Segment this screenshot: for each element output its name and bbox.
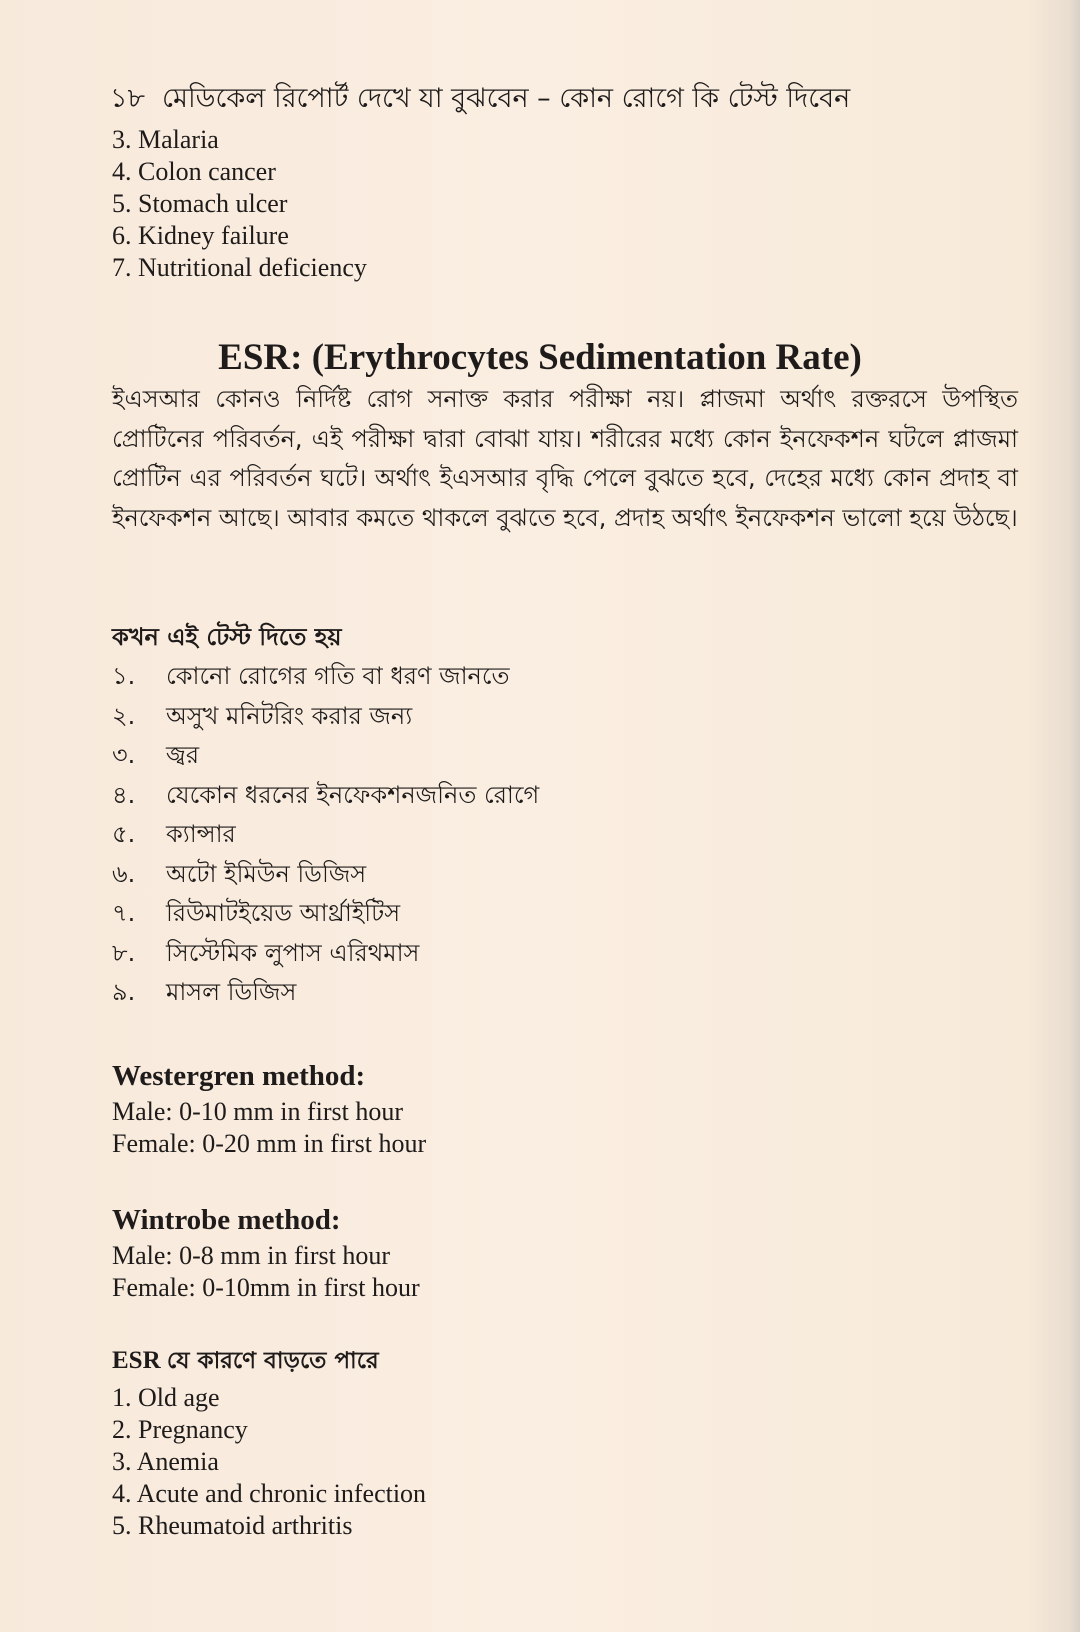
list-item: ২. অসুখ মনিটরিং করার জন্য: [112, 701, 413, 730]
list-item: 2. Pregnancy: [112, 1415, 248, 1444]
list-item: 5. Rheumatoid arthritis: [112, 1511, 353, 1540]
list-item: 1. Old age: [112, 1383, 220, 1412]
list-item: ১. কোনো রোগের গতি বা ধরণ জানতে: [112, 662, 510, 690]
list-item: ৯. মাসল ডিজিস: [112, 978, 297, 1006]
list-item: ৩. জ্বর: [112, 741, 200, 769]
wintrobe-female-range: Female: 0-10mm in first hour: [112, 1273, 420, 1302]
when-to-test-list: [112, 657, 539, 1013]
list-item: ৬. অটো ইমিউন ডিজিস: [112, 859, 367, 888]
page-number: ১৮: [110, 83, 146, 114]
when-to-test-heading: কখন এই টেস্ট দিতে হয়: [112, 623, 342, 651]
wintrobe-male-range: Male: 0-8 mm in first hour: [112, 1241, 391, 1270]
westergren-male-range: Male: 0-10 mm in first hour: [112, 1097, 404, 1126]
list-item: 6. Kidney failure: [112, 221, 289, 250]
list-item: ৮. সিস্টেমিক লুপাস এরিথমাস: [112, 938, 420, 967]
esr-description-paragraph: ইএসআর কোনও নির্দিষ্ট রোগ সনাক্ত করার পরীক্ষা নয়। প্লাজমা অর্থাৎ রক্তরসে উপস্থিত প্রোটিনের পরিবর্তন, এই পরীক্ষা দ্বারা বোঝা যায়। শরীরের মধ্যে কোন ইনফেকশন ঘটলে প্লাজমা প্রোটিন এর পরিবর্তন ঘটে। অর্থাৎ ইএসআর বৃদ্ধি পেলে বুঝতে হবে, দেহের মধ্যে কোন প্রদাহ বা ইনফেকশন আছে। আবার কমতে থাকলে বুঝতে হবে, প্রদাহ অর্থাৎ ইনফেকশন ভালো হয়ে উঠছে।: [112, 385, 1018, 532]
list-item: 4. Colon cancer: [112, 157, 276, 186]
list-item: 3. Malaria: [112, 125, 219, 154]
running-head: [110, 78, 850, 123]
list-item: ৭. রিউমাটইয়েড আর্থ্রাইটিস: [112, 899, 401, 927]
list-item: 3. Anemia: [112, 1447, 219, 1476]
esr-causes-list: [112, 1382, 426, 1542]
list-item: ৫. ক্যান্সার: [112, 820, 236, 848]
book-title: মেডিকেল রিপোর্ট দেখে যা বুঝবেন – কোন রোগে কি টেস্ট দিবেন: [162, 83, 851, 114]
list-item: 4. Acute and chronic infection: [112, 1479, 427, 1508]
westergren-female-range: Female: 0-20 mm in first hour: [112, 1129, 427, 1158]
section-title: ESR: (Erythrocytes Sedimentation Rate): [218, 337, 862, 378]
esr-causes-heading: ESR যে কারণে বাড়তে পারে: [112, 1347, 379, 1374]
wintrobe-heading: Wintrobe method:: [112, 1204, 341, 1236]
list-item: 7. Nutritional deficiency: [112, 253, 367, 282]
list-item: ৪. যেকোন ধরনের ইনফেকশনজনিত রোগে: [112, 780, 540, 809]
westergren-heading: Westergren method:: [112, 1060, 366, 1092]
list-item: 5. Stomach ulcer: [112, 189, 288, 218]
continued-disease-list: [112, 124, 367, 284]
